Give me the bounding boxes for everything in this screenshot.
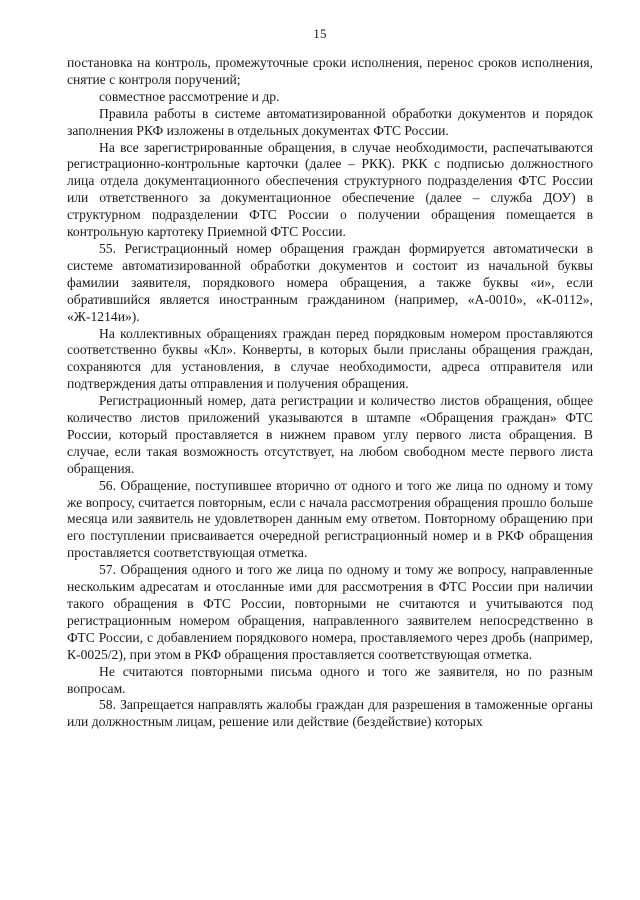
paragraph-55-registration-number: 55. Регистрационный номер обращения граждан формируется автоматически в системе автоматизированной обработки документов и состоит из начальной буквы фамилии заявителя, порядкового номера обращения, а также буквы «и», если обратившийся является иностранным гражданином (например, «А-0010», «К-0112», «Ж-1214и»). xyxy=(67,240,593,324)
paragraph-joint-review: совместное рассмотрение и др. xyxy=(99,88,280,104)
paragraph-56-repeated-appeal: 56. Обращение, поступившее вторично от одного и того же лица по одному и тому же вопросу, считается повторным, если с начала рассмотрения обращения прошло больше месяца или заявитель не удовлетворен данным ему ответом. Повторному обращению при его поступлении присваивается очередной регистрационный номер и в РКФ обращения проставляется соответствующая отметка. xyxy=(67,477,593,561)
paragraph-rkk-cards: На все зарегистрированные обращения, в случае необходимости, распечатываются регистрационно-контрольные карточки (далее – РКК). РКК с подписью должностного лица отдела документационного обеспечения структурного подразделения ФТС России или ответственного за документационное обеспечение (далее – служба ДОУ) в структурном подразделении ФТС России о получении обращения помещается в контрольную картотеку Приемной ФТС России. xyxy=(67,139,593,240)
paragraph-58-prohibition: 58. Запрещается направлять жалобы граждан для разрешения в таможенные органы или должностным лицам, решение или действие (бездействие) которых xyxy=(67,697,593,730)
paragraph-57-multiple-addressees: 57. Обращения одного и того же лица по одному и тому же вопросу, направленные нескольким адресатам и отосланные ими для рассмотрения в ФТС России при наличии такого обращения в ФТС России, повторными не считаются и учитываются под регистрационным номером обращения, направленного заявителем непосредственно в ФТС России, с добавлением порядкового номера, проставляемого через дробь (например, К-0025/2), при этом в РКФ обращения проставляется соответствующая отметка. xyxy=(67,562,593,662)
paragraph-control-stages: постановка на контроль, промежуточные сроки исполнения, перенос сроков исполнения, снятие с контроля поручений; xyxy=(67,55,593,87)
document-body xyxy=(67,55,593,731)
paragraph-rkf-rules: Правила работы в системе автоматизированной обработки документов и порядок заполнения РКФ изложены в отдельных документах ФТС России. xyxy=(67,105,593,138)
paragraph-not-repeated: Не считаются повторными письма одного и того же заявителя, но по разным вопросам. xyxy=(67,663,593,696)
paragraph-registration-stamp: Регистрационный номер, дата регистрации и количество листов обращения, общее количество листов приложений указываются в штампе «Обращения граждан» ФТС России, который проставляется в нижнем правом углу первого листа обращения. В случае, если такая возможность отсутствует, на любом свободном месте первого листа обращения. xyxy=(67,393,593,476)
paragraph-collective-appeals: На коллективных обращениях граждан перед порядковым номером проставляются соответственно буквы «Кл». Конверты, в которых были присланы обращения граждан, сохраняются для установления, в случае необходимости, адреса отправителя или подтверждения даты отправления и получения обращения. xyxy=(67,325,593,392)
page-number: 15 xyxy=(313,26,327,41)
